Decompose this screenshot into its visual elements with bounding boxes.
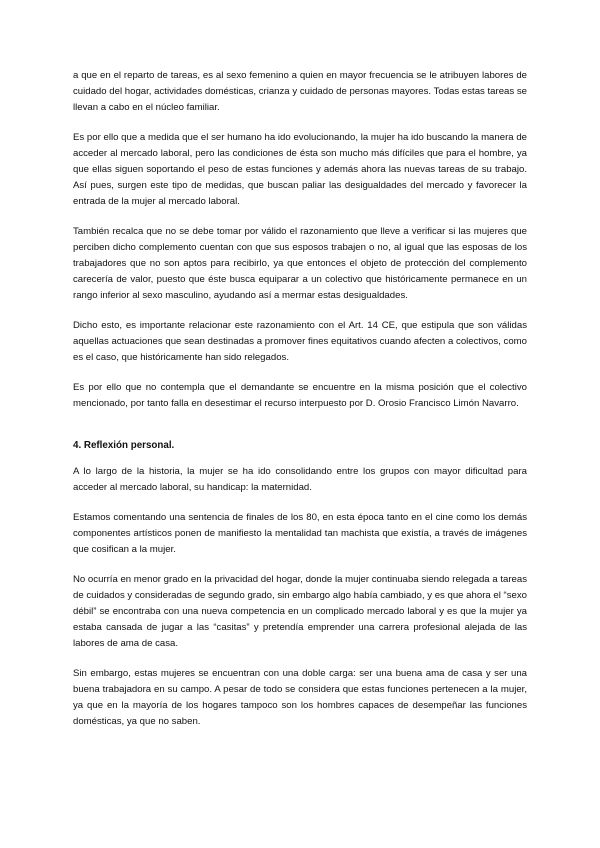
paragraph-privacidad-hogar: No ocurría en menor grado en la privacidad del hogar, donde la mujer continuaba siendo relegada a tareas de cuidados y consideradas de segundo grado, sin embargo algo había cambiado, y es que ahora el “sexo débil” se encontraba con una nueva competencia en un complicado mercado laboral y es que la mujer ya estaba cansada de jugar a las “casitas” y pretendía emprender una carrera profesional alejada de las labores de ama de casa. bbox=[73, 574, 527, 649]
paragraph-historia-mujer: A lo largo de la historia, la mujer se ha ido consolidando entre los grupos con mayor dificultad para acceder al mercado laboral, su handicap: la maternidad. bbox=[73, 466, 527, 493]
paragraph-razonamiento-complemento: También recalca que no se debe tomar por válido el razonamiento que lleve a verificar si las mujeres que perciben dicho complemento cuentan con que sus esposos trabajen o no, al igual que las esposas de los trabajadores que no son aptos para recibirlo, ya que entonces el objeto de protección del complemento carecería de valor, puesto que éste busca equiparar a un colectivo que históricamente permanece en un rango inferior al sexo masculino, ayudando así a mermar estas desigualdades. bbox=[73, 226, 527, 301]
paragraph-reparto-tareas: a que en el reparto de tareas, es al sexo femenino a quien en mayor frecuencia se le atribuyen labores de cuidado del hogar, actividades domésticas, crianza y cuidado de personas mayores. Todas estas tareas se llevan a cabo en el núcleo familiar. bbox=[73, 70, 527, 113]
section-heading-reflexion: 4. Reflexión personal. bbox=[73, 440, 175, 451]
paragraph-evolucion-mujer: Es por ello que a medida que el ser humano ha ido evolucionando, la mujer ha ido buscando la manera de acceder al mercado laboral, pero las condiciones de ésta son mucho más difíciles que para el hombre, ya que ellas siguen soportando el peso de estas funciones y además ahora las nuevas tareas de su trabajo. Así pues, surgen este tipo de medidas, que buscan paliar las desigualdades del mercado y favorecer la entrada de la mujer al mercado laboral. bbox=[73, 132, 527, 207]
paragraph-fallo: Es por ello que no contempla que el demandante se encuentre en la misma posición que el colectivo mencionado, por tanto falla en desestimar el recurso interpuesto por D. Orosio Francisco Limón Navarro. bbox=[73, 382, 527, 409]
paragraph-doble-carga: Sin embargo, estas mujeres se encuentran con una doble carga: ser una buena ama de casa y ser una buena trabajadora en su campo. A pesar de todo se considera que estas funciones pertenecen a la mujer, ya que en la mayoría de los hogares tampoco son los hombres capaces de desempeñar las funciones domésticas, ya que no saben. bbox=[73, 668, 527, 727]
paragraph-art-14-ce: Dicho esto, es importante relacionar este razonamiento con el Art. 14 CE, que estipula que son válidas aquellas actuaciones que sean destinadas a promover fines equitativos cuando afecten a colectivos, como es el caso, que históricamente han sido relegados. bbox=[73, 320, 527, 363]
paragraph-sentencia-80: Estamos comentando una sentencia de finales de los 80, en esta época tanto en el cine como los demás componentes artísticos ponen de manifiesto la mentalidad tan machista que existía, a través de imágenes que cosifican a la mujer. bbox=[73, 512, 527, 555]
document-page bbox=[73, 68, 527, 744]
